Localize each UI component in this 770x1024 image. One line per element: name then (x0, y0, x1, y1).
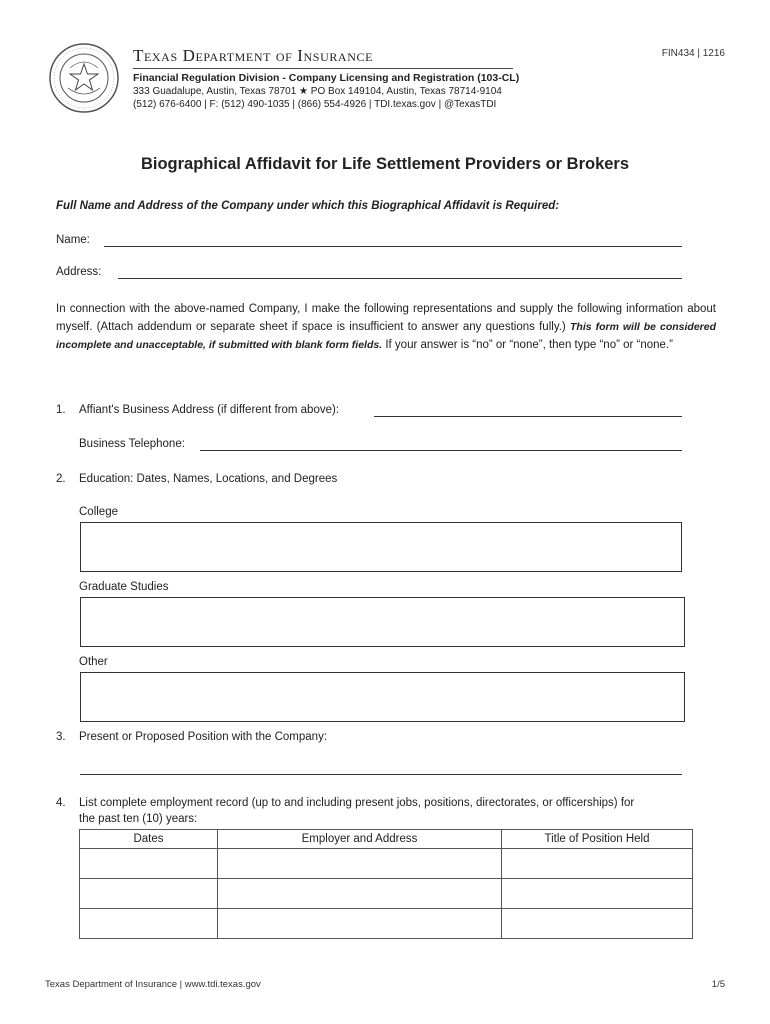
page-title: Biographical Affidavit for Life Settlement Providers or Brokers (140, 155, 630, 173)
address-line-2: (512) 676-6400 | F: (512) 490-1035 | (866) 554-4926 | TDI.texas.gov | @TexasTDI (133, 99, 497, 110)
address-line-1: 333 Guadalupe, Austin, Texas 78701 ★ PO Box 149104, Austin, Texas 78714-9104 (133, 86, 502, 97)
q1-label: Affiant's Business Address (if different from above): (79, 404, 340, 416)
footer-agency: Texas Department of Insurance | www.tdi.texas.gov (45, 979, 261, 990)
title-cell[interactable] (502, 879, 693, 909)
dates-cell[interactable] (80, 879, 218, 909)
dates-cell[interactable] (80, 849, 218, 879)
q4-label-line2: the past ten (10) years: (79, 813, 198, 825)
column-header-employer: Employer and Address (218, 830, 502, 849)
company-subheading: Full Name and Address of the Company under which this Biographical Affidavit is Required: (56, 200, 560, 212)
division-name: Financial Regulation Division - Company Licensing and Registration (103-CL) (133, 72, 520, 84)
employment-table-header (80, 830, 693, 849)
q2-number: 2. (56, 473, 66, 485)
business-phone-field[interactable] (200, 450, 682, 451)
address-field[interactable] (118, 278, 682, 279)
q3-number: 3. (56, 731, 66, 743)
name-field[interactable] (104, 246, 682, 247)
college-input-box[interactable] (80, 522, 682, 572)
dates-cell[interactable] (80, 909, 218, 939)
intro-warning: This form will be considered incomplete and unacceptable, if submitted with blank form fields. (56, 321, 717, 351)
q1-number: 1. (56, 404, 66, 416)
agency-name: Texas Department of Insurance (133, 46, 374, 65)
graduate-studies-label: Graduate Studies (79, 581, 169, 593)
column-header-title: Title of Position Held (502, 830, 693, 849)
business-address-field[interactable] (374, 416, 682, 417)
other-education-label: Other (79, 656, 108, 668)
header-divider (133, 68, 513, 69)
address-label: Address: (56, 266, 102, 278)
employer-cell[interactable] (218, 879, 502, 909)
employer-cell[interactable] (218, 849, 502, 879)
intro-text: In connection with the above-named Company, I make the following representations and supply the following information about myself. (Attach addendum or separate sheet if space is insufficient to answer any questions fully.) (56, 303, 716, 333)
table-row (80, 909, 693, 939)
q3-label: Present or Proposed Position with the Company: (79, 731, 328, 743)
title-cell[interactable] (502, 849, 693, 879)
table-row (80, 849, 693, 879)
graduate-studies-input-box[interactable] (80, 597, 685, 647)
q2-label: Education: Dates, Names, Locations, and Degrees (79, 473, 338, 485)
college-label: College (79, 506, 118, 518)
other-education-input-box[interactable] (80, 672, 685, 722)
table-row (80, 879, 693, 909)
employer-cell[interactable] (218, 909, 502, 939)
name-label: Name: (56, 234, 90, 246)
intro-paragraph (56, 300, 716, 354)
title-cell[interactable] (502, 909, 693, 939)
page-number: 1/5 (711, 979, 725, 990)
q4-number: 4. (56, 797, 66, 809)
column-header-dates: Dates (80, 830, 218, 849)
tdi-seal-logo (48, 42, 120, 114)
q4-label-line1: List complete employment record (up to and including present jobs, positions, directorates, or officerships) for (79, 797, 635, 809)
employment-table (79, 829, 693, 939)
form-number: FIN434 | 1216 (661, 48, 725, 59)
position-field[interactable] (80, 774, 682, 775)
business-phone-label: Business Telephone: (79, 438, 185, 450)
intro-tail: If your answer is “no” or “none”, then type “no” or “none.” (385, 339, 673, 351)
